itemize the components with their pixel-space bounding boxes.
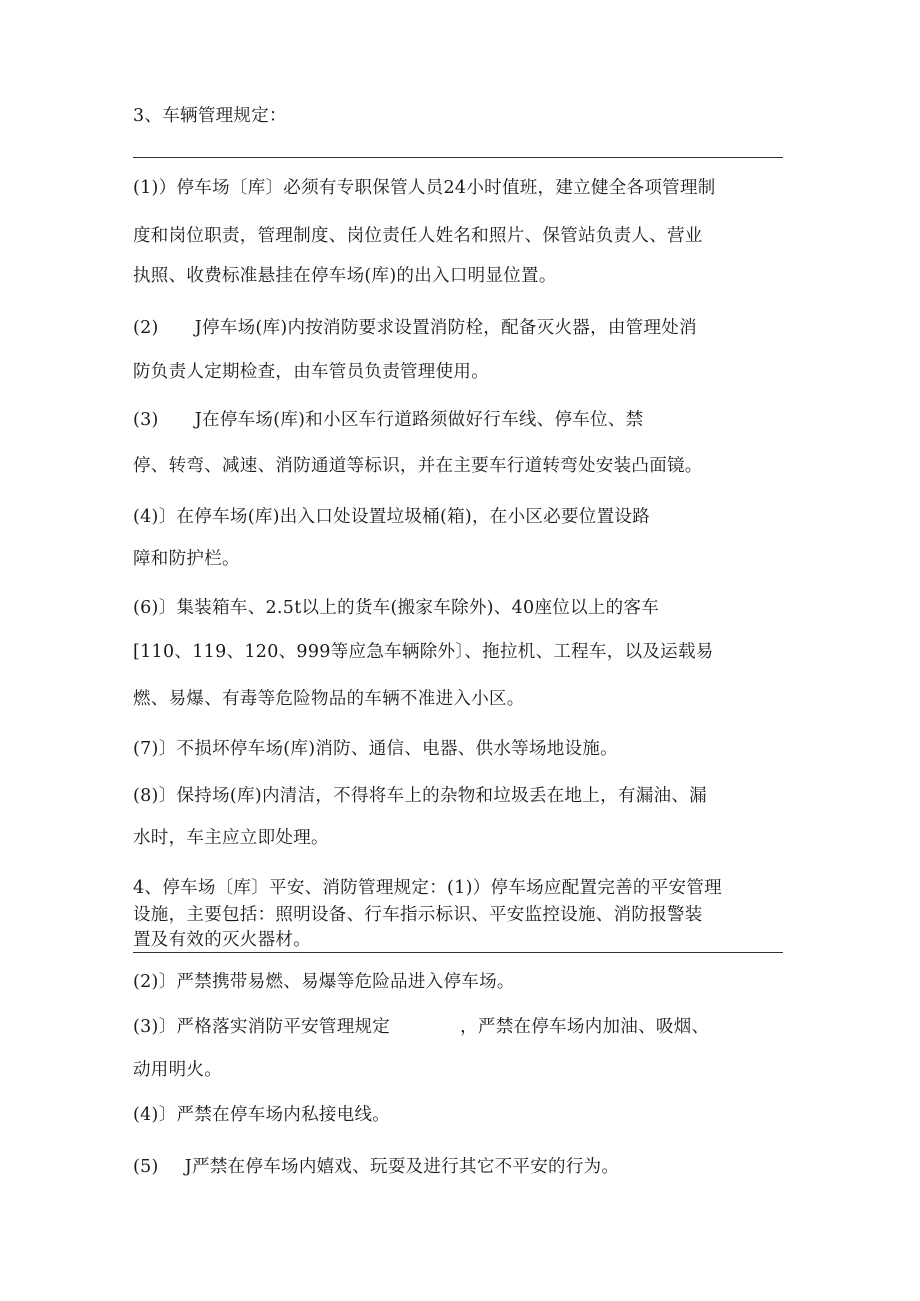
section-4-line-1: 4、停车场〔库〕平安、消防管理规定：(1)）停车场应配置完善的平安管理 [133, 878, 722, 898]
item-1-line-1: (1)）停车场〔库〕必须有专职保管人员24小时值班，建立健全各项管理制 [133, 178, 716, 198]
s4-item-3-line-1 [133, 1015, 709, 1039]
s4-item-5-text: J严禁在停车场内嬉戏、玩耍及进行其它不平安的行为。 [184, 1157, 620, 1177]
item-4-line-1: (4)〕在停车场(库)出入口处设置垃圾桶(箱)，在小区必要位置设路 [133, 507, 650, 527]
item-8-line-1: (8)〕保持场(库)内清洁，不得将车上的杂物和垃圾丢在地上，有漏油、漏 [133, 786, 707, 806]
item-3-line-1 [133, 408, 643, 432]
section-3-heading: 3、车辆管理规定： [133, 106, 287, 126]
s4-item-4-line-1: (4)〕严禁在停车场内私接电线。 [133, 1105, 391, 1125]
item-6-line-2: [110、119、120、999等应急车辆除外〕、拖拉机、工程车，以及运载易 [133, 642, 714, 662]
s4-item-3-text-2: ，严禁在停车场内加油、吸烟、 [460, 1017, 710, 1037]
divider-bottom [133, 952, 783, 953]
s4-item-2-line-1: (2)〕严禁携带易燃、易爆等危险品进入停车场。 [133, 972, 515, 992]
item-3-line-2: 停、转弯、减速、消防通道等标识，并在主要车行道转弯处安装凸面镜。 [133, 456, 703, 476]
item-7-line-1: (7)〕不损坏停车场(库)消防、通信、电器、供水等场地设施。 [133, 739, 618, 759]
item-2-line-2: 防负责人定期检查，由车管员负责管理使用。 [133, 362, 489, 382]
section-4-line-2: 设施，主要包括：照明设备、行车指示标识、平安监控设施、消防报警装 [133, 905, 703, 925]
item-6-line-3: 燃、易爆、有毒等危险物品的车辆不准进入小区。 [133, 689, 525, 709]
item-2-line-1 [133, 316, 697, 340]
divider-top [133, 157, 783, 158]
s4-item-5-label: (5) [133, 1157, 159, 1177]
item-3-text: J在停车场(库)和小区车行道路须做好行车线、停车位、禁 [194, 410, 644, 430]
item-2-label: (2) [133, 318, 159, 338]
item-4-line-2: 障和防护栏。 [133, 549, 240, 569]
section-4-line-3: 置及有效的灭火器材。 [133, 930, 311, 950]
s4-item-3-line-2: 动用明火。 [133, 1060, 222, 1080]
item-3-label: (3) [133, 410, 159, 430]
item-8-line-2: 水时，车主应立即处理。 [133, 828, 329, 848]
item-1-line-2: 度和岗位职责，管理制度、岗位责任人姓名和照片、保管站负责人、营业 [133, 226, 703, 246]
item-6-line-1: (6)〕集装箱车、2.5t以上的货车(搬家车除外)、40座位以上的客车 [133, 598, 660, 618]
item-1-line-3: 执照、收费标准悬挂在停车场(库)的出入口明显位置。 [133, 266, 557, 286]
s4-item-5-line-1 [133, 1155, 619, 1179]
item-2-text: J停车场(库)内按消防要求设置消防栓，配备灭火器，由管理处消 [194, 318, 697, 338]
s4-item-3-text-1: (3)〕严格落实消防平安管理规定 [133, 1017, 391, 1037]
